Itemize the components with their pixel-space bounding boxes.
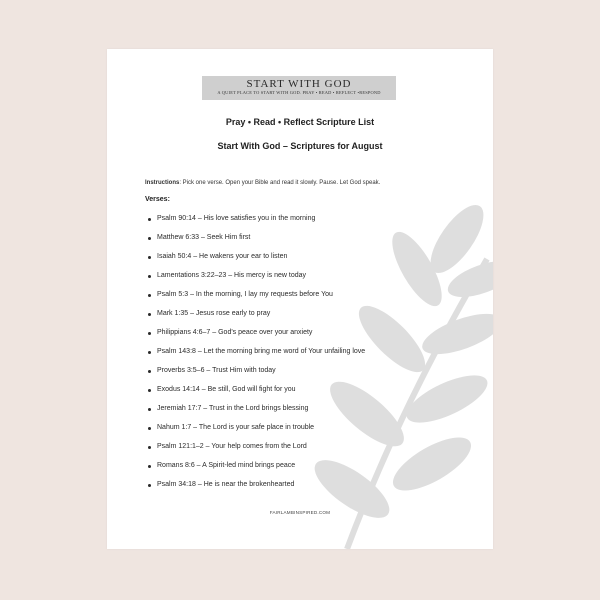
verse-text: Nahum 1:7 – The Lord is your safe place in trouble <box>157 424 315 431</box>
list-item <box>145 288 365 307</box>
bullet-icon <box>148 218 151 221</box>
page-title: Pray • Read • Reflect Scripture List <box>225 117 375 127</box>
bullet-icon <box>148 237 151 240</box>
verse-text: Philippians 4:6–7 – God's peace over your anxiety <box>157 329 313 336</box>
list-item <box>145 231 365 250</box>
brand-title: START WITH GOD <box>246 78 352 90</box>
verse-list <box>145 212 365 497</box>
list-item <box>145 421 365 440</box>
page-subtitle: Start With God – Scriptures for August <box>217 141 383 151</box>
bullet-icon <box>148 465 151 468</box>
bullet-icon <box>148 256 151 259</box>
instructions <box>145 180 485 186</box>
verse-text: Mark 1:35 – Jesus rose early to pray <box>157 310 271 317</box>
verse-text: Psalm 5:3 – In the morning, I lay my requests before You <box>157 291 333 298</box>
list-item <box>145 345 365 364</box>
bullet-icon <box>148 332 151 335</box>
bullet-icon <box>148 389 151 392</box>
list-item <box>145 212 365 231</box>
bullet-icon <box>148 408 151 411</box>
verse-text: Romans 8:6 – A Spirit-led mind brings peace <box>157 462 296 469</box>
bullet-icon <box>148 484 151 487</box>
list-item <box>145 364 365 383</box>
list-item <box>145 440 365 459</box>
verse-text: Psalm 90:14 – His love satisfies you in the morning <box>157 215 316 222</box>
verse-text: Jeremiah 17:7 – Trust in the Lord brings blessing <box>157 405 309 412</box>
list-item <box>145 326 365 345</box>
verse-text: Psalm 34:18 – He is near the brokenhearted <box>157 481 295 488</box>
brand-tagline: A QUIET PLACE TO START WITH GOD. PRAY • READ • REFLECT •RESPOND <box>217 90 381 95</box>
verses-heading <box>145 196 170 203</box>
verses-heading-label: Verses <box>145 196 168 203</box>
list-item <box>145 307 365 326</box>
verse-text: Matthew 6:33 – Seek Him first <box>157 234 251 241</box>
bullet-icon <box>148 294 151 297</box>
bullet-icon <box>148 275 151 278</box>
list-item <box>145 383 365 402</box>
bullet-icon <box>148 446 151 449</box>
instructions-label: Instructions <box>145 180 180 186</box>
printable-page <box>107 49 493 549</box>
verses-heading-colon: : <box>167 196 170 203</box>
website-link[interactable]: FAIRLAMBINSPIRED.COM <box>269 510 331 515</box>
brand-banner <box>202 76 396 100</box>
verse-text: Exodus 14:14 – Be still, God will fight for you <box>157 386 296 393</box>
list-item <box>145 250 365 269</box>
bullet-icon <box>148 370 151 373</box>
verse-text: Psalm 143:8 – Let the morning bring me word of Your unfailing love <box>157 348 366 355</box>
bullet-icon <box>148 351 151 354</box>
bullet-icon <box>148 313 151 316</box>
instructions-text: : Pick one verse. Open your Bible and read it slowly. Pause. Let God speak. <box>179 180 381 186</box>
verse-text: Proverbs 3:5–6 – Trust Him with today <box>157 367 276 374</box>
verse-text: Lamentations 3:22–23 – His mercy is new today <box>157 272 307 279</box>
verse-text: Psalm 121:1–2 – Your help comes from the Lord <box>157 443 307 450</box>
list-item <box>145 459 365 478</box>
bullet-icon <box>148 427 151 430</box>
list-item <box>145 478 365 497</box>
verse-text: Isaiah 50:4 – He wakens your ear to listen <box>157 253 288 260</box>
list-item <box>145 402 365 421</box>
list-item <box>145 269 365 288</box>
